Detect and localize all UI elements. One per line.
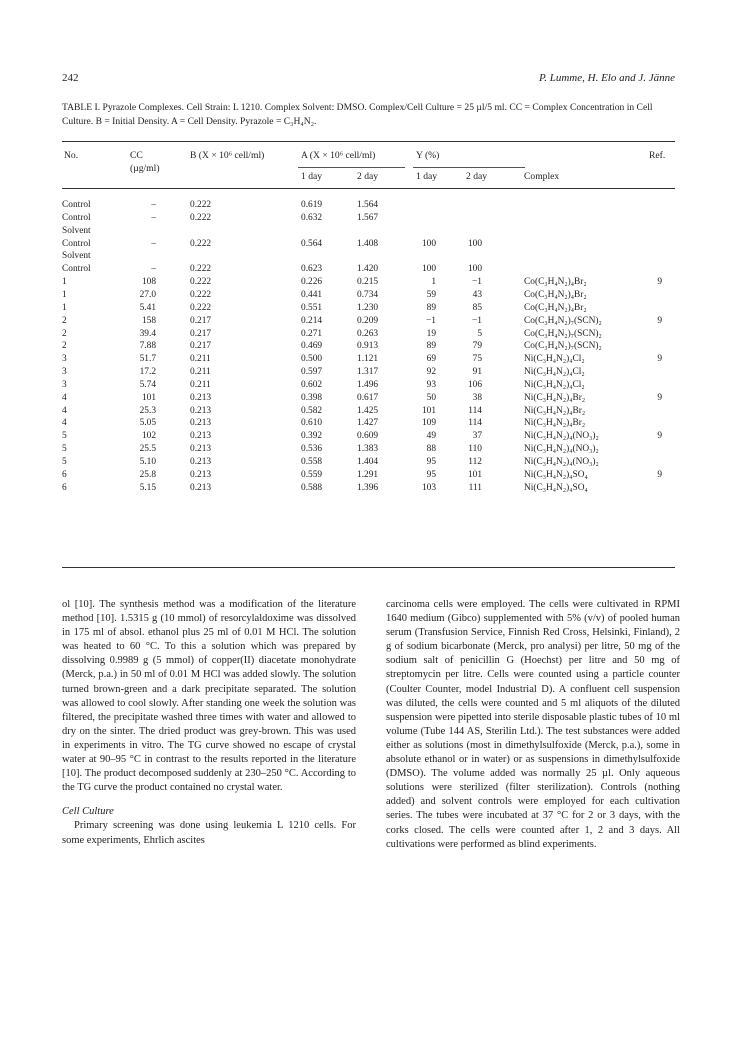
cell-a1: 0.536 [301, 444, 323, 455]
cell-y1: 100 [421, 238, 436, 249]
table-header-rule [62, 188, 675, 189]
table-row [62, 289, 675, 302]
cell-b: 0.213 [190, 418, 212, 429]
cell-b: 0.222 [190, 289, 212, 300]
cell-cc: 101 [141, 392, 156, 403]
cell-y1: 1 [431, 277, 436, 288]
cell-y1: −1 [426, 315, 436, 326]
cell-y1: 89 [426, 341, 436, 352]
cell-b: 0.213 [190, 444, 212, 455]
cell-y2: −1 [472, 277, 482, 288]
cell-a1: 0.564 [301, 238, 323, 249]
cell-y1: 69 [426, 354, 436, 365]
cell-b: 0.222 [190, 238, 212, 249]
cell-ref: 9 [657, 354, 662, 365]
table-row [62, 430, 675, 443]
cell-no: Control [62, 212, 91, 223]
cell-cc: 25.8 [139, 469, 156, 480]
cell-a1: 0.623 [301, 264, 323, 275]
cell-ref: 9 [657, 469, 662, 480]
cell-y2: 37 [472, 431, 482, 442]
cell-cc: – [151, 238, 156, 249]
cell-cc: 25.3 [139, 405, 156, 416]
cell-y1: 95 [426, 457, 436, 467]
cell-cc: 5.74 [139, 379, 156, 390]
cell-a2: 0.209 [357, 315, 379, 326]
cell-y2: 85 [472, 302, 482, 313]
cell-b: 0.213 [190, 405, 212, 416]
table-row [62, 405, 675, 418]
cell-no: 5 [62, 444, 67, 455]
cell-a1: 0.214 [301, 315, 323, 326]
cell-no: 6 [62, 469, 67, 480]
cell-a2: 0.609 [357, 431, 379, 442]
cell-cc: 5.15 [139, 482, 156, 493]
table-row [62, 366, 675, 379]
cell-a1: 0.500 [301, 354, 323, 365]
cell-b: 0.222 [190, 200, 212, 210]
cell-no: 1 [62, 302, 67, 313]
paragraph-synthesis: ol [10]. The synthesis method was a modification of the literature method [10]. 1.5315 g (10 mmol) of resorcylaldoxime was dissolved in 175 ml of absol. ethanol plus 25 ml of 0.01 M HCl. The solution was heated to 60 °C. To this a solution which was prepared by dissolving 0.9989 g (5 mmol) of copper(II) diacetate monohydrate (Merck, p.a.) in 50 ml of 0.01 M HCl was added slowly. The solution turned brown-green and a dark precipitate separated. The solution was allowed to cool slowly. After standing one week the solution was filtered, the precipitate washed three times with water and allowed to dry on the sinter. The dried product was grey-brown. This was used in experiments in vitro. The TG curve showed no escape of crystal water at 90–95 °C in contrast to the results reported in the literature [10]. The product decomposed suddenly at 230–250 °C. According to the TG curve the product contained no crystal water. [62, 599, 356, 794]
cell-y1: 101 [421, 405, 436, 416]
cell-y2: 5 [477, 328, 482, 339]
cell-a1: 0.271 [301, 328, 323, 339]
cell-no: 1 [62, 277, 67, 288]
table-row [62, 250, 675, 263]
table-row [62, 417, 675, 430]
page-number: 242 [62, 72, 79, 84]
right-column [386, 598, 680, 852]
cell-b: 0.222 [190, 302, 212, 313]
table-row [62, 315, 675, 328]
cell-y1: 19 [426, 328, 436, 339]
cell-cc: – [151, 264, 156, 275]
cell-a2: 1.427 [357, 418, 379, 429]
cell-a1: 0.610 [301, 418, 323, 429]
table-row [62, 199, 675, 212]
table-row [62, 302, 675, 315]
cell-a1: 0.392 [301, 431, 323, 442]
header-no: No. [64, 150, 79, 161]
cell-y2: 100 [467, 264, 482, 275]
table-row [62, 328, 675, 341]
cell-b: 0.213 [190, 431, 212, 442]
cell-cc: 51.7 [139, 354, 156, 365]
cell-b: 0.211 [190, 354, 211, 365]
table-caption: TABLE I. Pyrazole Complexes. Cell Strain: L 1210. Complex Solvent: DMSO. Complex/Cell Culture = 25 µl/5 ml. CC = Complex Concentration in Cell Culture. B = Initial Density. A = Cell Density. Pyrazole = C₃H₄N₂. [62, 102, 653, 127]
cell-complex: Ni(C₃H₄N₂)₄(NO₃)₂ [524, 457, 599, 467]
cell-complex: Co(C₃H₄N₂)₄Br₂ [524, 302, 587, 313]
cell-a2: 1.396 [357, 482, 379, 493]
table-row [62, 379, 675, 392]
cell-y1: 59 [426, 289, 436, 300]
cell-cc: 39.4 [139, 328, 156, 339]
paragraph-cell-culture: Primary screening was done using leukemia L 1210 cells. For some experiments, Ehrlich ascites [62, 820, 356, 846]
cell-y2: 75 [472, 354, 482, 365]
header-ref: Ref. [649, 150, 666, 161]
cell-no: Control [62, 264, 91, 275]
header-y-day2: 2 day [466, 171, 488, 182]
cell-y1: 103 [421, 482, 436, 493]
cell-b: 0.222 [190, 264, 212, 275]
header-a-day2: 2 day [357, 171, 379, 182]
cell-complex: Co(C₃H₄N₂)₇(SCN)₂ [524, 328, 602, 339]
cell-a2: 1.496 [357, 379, 379, 390]
cell-no: Control [62, 238, 91, 249]
cell-y2: 43 [472, 289, 482, 300]
cell-b: 0.217 [190, 341, 212, 352]
table-row [62, 340, 675, 353]
cell-ref: 9 [657, 277, 662, 288]
cell-y2: 79 [472, 341, 482, 352]
cell-a1: 0.619 [301, 200, 323, 210]
cell-y2: 101 [467, 469, 482, 480]
cell-complex: Co(C₃H₄N₂)₇(SCN)₂ [524, 315, 602, 326]
cell-a2: 1.230 [357, 302, 379, 313]
cell-cc: – [151, 200, 156, 210]
cell-a2: 0.913 [357, 341, 379, 352]
cell-a2: 0.215 [357, 277, 379, 288]
cell-ref: 9 [657, 431, 662, 442]
cell-complex: Ni(C₃H₄N₂)₄SO₄ [524, 482, 588, 493]
header-cc: CC [130, 150, 143, 161]
cell-cc: 102 [141, 431, 156, 442]
cell-b: 0.222 [190, 277, 212, 288]
cell-y2: 106 [467, 379, 482, 390]
cell-cc: 108 [141, 277, 156, 288]
cell-no: Solvent [62, 225, 91, 236]
cell-complex: Co(C₃H₄N₂)₇(SCN)₂ [524, 341, 602, 352]
cell-a2: 0.734 [357, 289, 379, 300]
cell-complex: Ni(C₃H₄N₂)₄Cl₂ [524, 367, 585, 378]
cell-cc: 5.10 [139, 457, 156, 467]
cell-complex: Ni(C₃H₄N₂)₄Cl₂ [524, 379, 585, 390]
cell-y1: 49 [426, 431, 436, 442]
table-bottom-rule [62, 567, 675, 568]
cell-no: Solvent [62, 251, 91, 262]
table-row [62, 238, 675, 251]
cell-y1: 93 [426, 379, 436, 390]
cell-a1: 0.558 [301, 457, 323, 467]
cell-b: 0.211 [190, 367, 211, 378]
cell-cc: 158 [141, 315, 156, 326]
cell-b: 0.217 [190, 315, 212, 326]
cell-a1: 0.602 [301, 379, 323, 390]
cell-no: 3 [62, 379, 67, 390]
cell-a1: 0.582 [301, 405, 323, 416]
cell-a2: 1.564 [357, 200, 379, 210]
cell-ref: 9 [657, 315, 662, 326]
y-subheader-rule [413, 167, 525, 168]
table-top-rule [62, 141, 675, 142]
running-header [62, 72, 675, 86]
cell-a1: 0.597 [301, 367, 323, 378]
cell-y1: 50 [426, 392, 436, 403]
cell-y1: 95 [426, 469, 436, 480]
cell-a2: 0.263 [357, 328, 379, 339]
cell-b: 0.213 [190, 457, 212, 467]
cell-cc: 5.05 [139, 418, 156, 429]
cell-a2: 1.404 [357, 457, 379, 467]
cell-cc: 27.0 [139, 289, 156, 300]
cell-a2: 1.425 [357, 405, 379, 416]
cell-b: 0.213 [190, 469, 212, 480]
cell-y1: 100 [421, 264, 436, 275]
cell-a2: 1.408 [357, 238, 379, 249]
cell-b: 0.213 [190, 392, 212, 403]
cell-complex: Co(C₃H₄N₂)₄Br₂ [524, 289, 587, 300]
cell-no: 2 [62, 315, 67, 326]
cell-cc: 7.88 [139, 341, 156, 352]
cell-complex: Co(C₃H₄N₂)₄Br₂ [524, 277, 587, 288]
cell-a2: 1.383 [357, 444, 379, 455]
running-authors: P. Lumme, H. Elo and J. Jänne [538, 72, 675, 84]
table-row [62, 276, 675, 289]
cell-a1: 0.441 [301, 289, 323, 300]
cell-b: 0.213 [190, 482, 212, 493]
cell-a1: 0.559 [301, 469, 323, 480]
cell-complex: Ni(C₃H₄N₂)₄Br₂ [524, 418, 586, 429]
cell-y1: 92 [426, 367, 436, 378]
cell-complex: Ni(C₃H₄N₂)₄Br₂ [524, 405, 586, 416]
cell-no: 4 [62, 405, 67, 416]
cell-cc: 17.2 [139, 367, 156, 378]
cell-complex: Ni(C₃H₄N₂)₄SO₄ [524, 469, 588, 480]
cell-a1: 0.226 [301, 277, 323, 288]
cell-no: 4 [62, 418, 67, 429]
cell-y2: 114 [468, 405, 482, 416]
table-row [62, 263, 675, 276]
cell-y2: 110 [468, 444, 482, 455]
cell-no: 3 [62, 367, 67, 378]
cell-cc: 5.41 [139, 302, 156, 313]
cell-a2: 1.420 [357, 264, 379, 275]
cell-no: Control [62, 200, 91, 210]
cell-y1: 88 [426, 444, 436, 455]
cell-b: 0.222 [190, 212, 212, 223]
table-row [62, 212, 675, 225]
paragraph-cultivation: carcinoma cells were employed. The cells were cultivated in RPMI 1640 medium (Gibco) supplemented with 5% (v/v) of pooled human serum (Transfusion Service, Finnish Red Cross, Helsinki, Finland), 2 g of sodium bicarbonate (Merck, pro analysi) per litre, 50 mg of the sodium salt of penicillin G (Hoechst) per litre and 50 mg of streptomycin per litre. Cells were counted using a particle counter (Coulter Counter, model Industrial D). A confluent cell suspension was diluted, the cells were counted and 5 ml aliquots of the diluted suspension were pipetted into sterile disposable plastic tubes of 10 ml volume (Tube 144 AS, Sterilin Ltd.). The test substances were added either as solutions (most in dimethylsulfoxide (Merck, p.a.), some in absolute ethanol or in water) or as suspensions in dimethylsulfoxide (DMSO). The volume added was normally 25 µl. Only aqueous solutions were sterilized (filter sterilization). Controls (nothing added) and solvent controls were employed for each cultivation series. The tubes were incubated at 37 °C for 2 or 3 days, with the corks closed. The cells were counted after 1, 2 and 3 days. All cultivations were performed as blind experiments. [386, 599, 680, 850]
cell-y2: 100 [467, 238, 482, 249]
cell-complex: Ni(C₃H₄N₂)₄Cl₂ [524, 354, 585, 365]
cell-no: 1 [62, 289, 67, 300]
table-row [62, 482, 675, 495]
cell-no: 3 [62, 354, 67, 365]
cell-a2: 0.617 [357, 392, 379, 403]
cell-a1: 0.469 [301, 341, 323, 352]
cell-a1: 0.398 [301, 392, 323, 403]
cell-no: 4 [62, 392, 67, 403]
cell-ref: 9 [657, 392, 662, 403]
cell-a2: 1.567 [357, 212, 379, 223]
cell-a2: 1.291 [357, 469, 379, 480]
table-row [62, 443, 675, 456]
cell-a1: 0.632 [301, 212, 323, 223]
cell-a2: 1.121 [357, 354, 379, 365]
cell-no: 5 [62, 457, 67, 467]
header-a: A (X × 10⁶ cell/ml) [301, 150, 376, 161]
header-complex: Complex [524, 171, 560, 182]
cell-no: 6 [62, 482, 67, 493]
cell-a1: 0.551 [301, 302, 323, 313]
cell-a1: 0.588 [301, 482, 323, 493]
cell-y1: 109 [421, 418, 436, 429]
cell-y2: 111 [468, 482, 482, 493]
cell-a2: 1.317 [357, 367, 379, 378]
cell-cc: 25.5 [139, 444, 156, 455]
header-y: Y (%) [416, 150, 440, 161]
cell-y2: 91 [472, 367, 482, 378]
table-row [62, 469, 675, 482]
cell-no: 5 [62, 431, 67, 442]
header-cc-unit: (µg/ml) [130, 163, 160, 174]
header-a-day1: 1 day [301, 171, 323, 182]
cell-y2: 114 [468, 418, 482, 429]
left-column [62, 598, 356, 848]
cell-y2: −1 [472, 315, 482, 326]
cell-complex: Ni(C₃H₄N₂)₄(NO₃)₂ [524, 431, 599, 442]
table-row [62, 353, 675, 366]
cell-cc: – [151, 212, 156, 223]
cell-y1: 89 [426, 302, 436, 313]
header-y-day1: 1 day [416, 171, 438, 182]
table-row [62, 392, 675, 405]
a-subheader-rule [298, 167, 405, 168]
table-row [62, 225, 675, 238]
cell-no: 2 [62, 341, 67, 352]
cell-b: 0.211 [190, 379, 211, 390]
cell-y2: 112 [468, 457, 482, 467]
cell-no: 2 [62, 328, 67, 339]
cell-y2: 38 [472, 392, 482, 403]
section-heading-cell-culture: Cell Culture [62, 806, 114, 818]
cell-b: 0.217 [190, 328, 212, 339]
cell-complex: Ni(C₃H₄N₂)₄Br₂ [524, 392, 586, 403]
header-b: B (X × 10⁶ cell/ml) [190, 150, 265, 161]
cell-complex: Ni(C₃H₄N₂)₄(NO₃)₂ [524, 444, 599, 455]
table-row [62, 456, 675, 469]
